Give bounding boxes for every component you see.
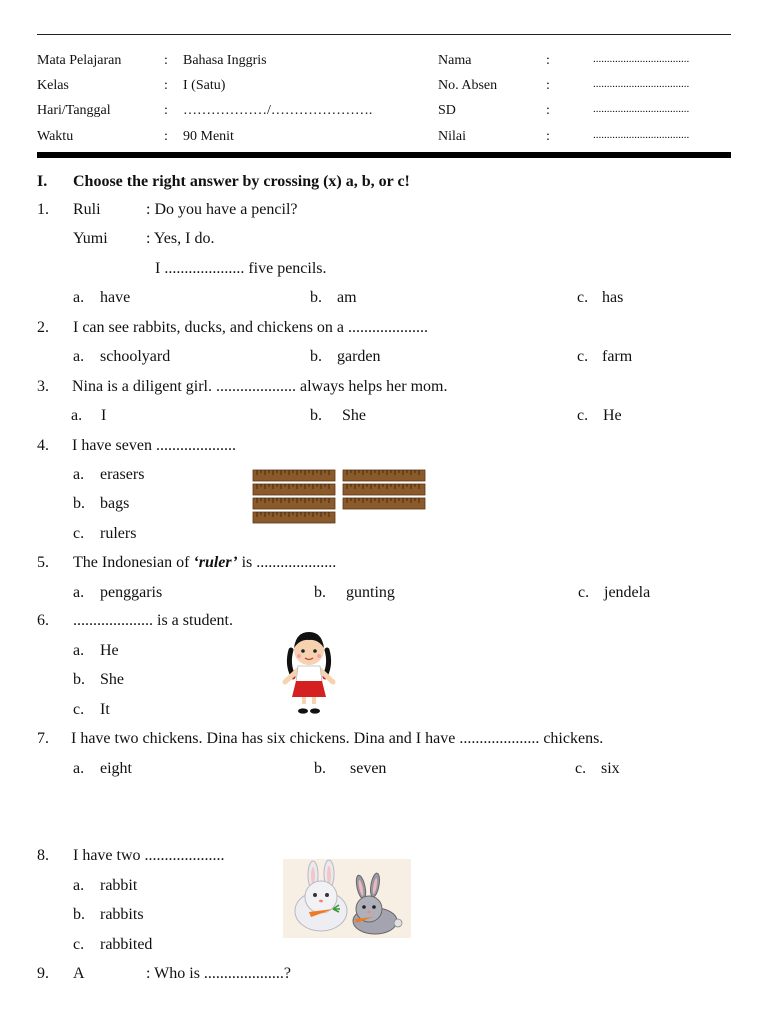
question-number: 9. [37, 965, 49, 982]
schoolgirl-illustration [276, 630, 342, 716]
absen-sep: : [546, 78, 550, 93]
subject-sep: : [164, 53, 168, 68]
option-text[interactable]: bags [100, 495, 130, 512]
absen-blank[interactable]: ................................... [593, 78, 690, 90]
time-label: Waktu [37, 129, 74, 144]
option-text[interactable]: She [342, 407, 366, 424]
option-text[interactable]: have [100, 289, 131, 306]
class-sep: : [164, 78, 168, 93]
option-text[interactable]: He [603, 407, 622, 424]
name-sep: : [546, 53, 550, 68]
question-number: 5. [37, 554, 49, 571]
question-text-pre: The Indonesian of [73, 554, 194, 571]
name-label: Nama [438, 53, 472, 68]
question-text: .................... is a student. [73, 612, 233, 629]
question-text [73, 554, 336, 572]
question-text: I have two chickens. Dina has six chickens. Dina and I have .................... chickens. [71, 730, 604, 747]
question-number: 1. [37, 201, 49, 218]
option-text[interactable]: six [601, 760, 620, 777]
option-text[interactable]: rulers [100, 525, 137, 542]
sd-label: SD [438, 103, 456, 118]
option-letter[interactable]: a. [73, 642, 85, 659]
header-divider [37, 152, 731, 158]
dialogue-line: I .................... five pencils. [155, 260, 327, 277]
option-text[interactable]: erasers [100, 466, 145, 483]
option-text[interactable]: farm [602, 348, 633, 365]
option-text[interactable]: eight [100, 760, 132, 777]
option-letter[interactable]: a. [73, 466, 85, 483]
date-value[interactable]: ………………/…………………. [183, 103, 373, 118]
option-letter[interactable]: b. [73, 906, 85, 923]
option-letter[interactable]: c. [575, 760, 587, 777]
option-letter[interactable]: b. [73, 495, 85, 512]
option-letter[interactable]: c. [577, 348, 589, 365]
question-number: 6. [37, 612, 49, 629]
question-text-post: is .................... [237, 554, 337, 571]
option-letter[interactable]: a. [73, 289, 85, 306]
time-value: 90 Menit [183, 129, 234, 144]
question-number: 3. [37, 378, 49, 395]
option-letter[interactable]: a. [73, 877, 85, 894]
dialogue-line: : Yes, I do. [146, 230, 215, 247]
option-letter[interactable]: a. [71, 407, 83, 424]
speaker-a: A [73, 965, 85, 982]
option-text[interactable]: seven [350, 760, 387, 777]
speaker-ruli: Ruli [73, 201, 101, 218]
option-text[interactable]: penggaris [100, 584, 163, 601]
option-text[interactable]: She [100, 671, 124, 688]
top-rule [37, 34, 731, 35]
question-text: I have two .................... [73, 847, 225, 864]
option-text[interactable]: garden [337, 348, 381, 365]
option-letter[interactable]: b. [314, 760, 326, 777]
option-text[interactable]: rabbit [100, 877, 138, 894]
option-letter[interactable]: b. [310, 289, 322, 306]
question-number: 4. [37, 437, 49, 454]
subject-label: Mata Pelajaran [37, 53, 122, 68]
section-instruction: Choose the right answer by crossing (x) a, b, or c! [73, 173, 410, 190]
option-text[interactable]: He [100, 642, 119, 659]
option-letter[interactable]: a. [73, 584, 85, 601]
question-number: 8. [37, 847, 49, 864]
option-text[interactable]: schoolyard [100, 348, 171, 365]
question-number: 2. [37, 319, 49, 336]
speaker-yumi: Yumi [73, 230, 108, 247]
class-label: Kelas [37, 78, 69, 93]
option-letter[interactable]: b. [310, 407, 322, 424]
sd-blank[interactable]: ................................... [593, 103, 690, 115]
option-letter[interactable]: c. [73, 936, 85, 953]
question-text: I can see rabbits, ducks, and chickens on a .................... [73, 319, 429, 336]
question-text: : Who is ....................? [146, 965, 292, 982]
rabbits-illustration [283, 859, 411, 938]
option-letter[interactable]: a. [73, 348, 85, 365]
option-letter[interactable]: b. [314, 584, 326, 601]
option-letter[interactable]: c. [73, 701, 85, 718]
subject-value: Bahasa Inggris [183, 53, 267, 68]
score-blank[interactable]: ................................... [593, 129, 690, 141]
option-text[interactable]: It [100, 701, 110, 718]
option-text[interactable]: rabbits [100, 906, 144, 923]
option-text[interactable]: am [337, 289, 357, 306]
rulers-illustration [252, 468, 426, 526]
option-letter[interactable]: b. [73, 671, 85, 688]
option-text[interactable]: rabbited [100, 936, 153, 953]
name-blank[interactable]: ................................... [593, 53, 690, 65]
section-number: I. [37, 173, 48, 190]
option-letter[interactable]: b. [310, 348, 322, 365]
option-text[interactable]: I [101, 407, 107, 424]
question-term: ‘ruler’ [193, 554, 238, 571]
question-text: Nina is a diligent girl. .................... always helps her mom. [72, 378, 448, 395]
option-letter[interactable]: c. [577, 289, 589, 306]
question-number: 7. [37, 730, 49, 747]
time-sep: : [164, 129, 168, 144]
date-label: Hari/Tanggal [37, 103, 111, 118]
option-letter[interactable]: c. [73, 525, 85, 542]
option-letter[interactable]: c. [577, 407, 589, 424]
score-label: Nilai [438, 129, 466, 144]
option-letter[interactable]: a. [73, 760, 85, 777]
score-sep: : [546, 129, 550, 144]
absen-label: No. Absen [438, 78, 498, 93]
sd-sep: : [546, 103, 550, 118]
option-text[interactable]: gunting [346, 584, 395, 601]
option-text[interactable]: has [602, 289, 624, 306]
option-letter[interactable]: c. [578, 584, 590, 601]
class-value: I (Satu) [183, 78, 226, 93]
question-text: I have seven .................... [72, 437, 236, 454]
date-sep: : [164, 103, 168, 118]
option-text[interactable]: jendela [604, 584, 651, 601]
dialogue-line: : Do you have a pencil? [146, 201, 298, 218]
